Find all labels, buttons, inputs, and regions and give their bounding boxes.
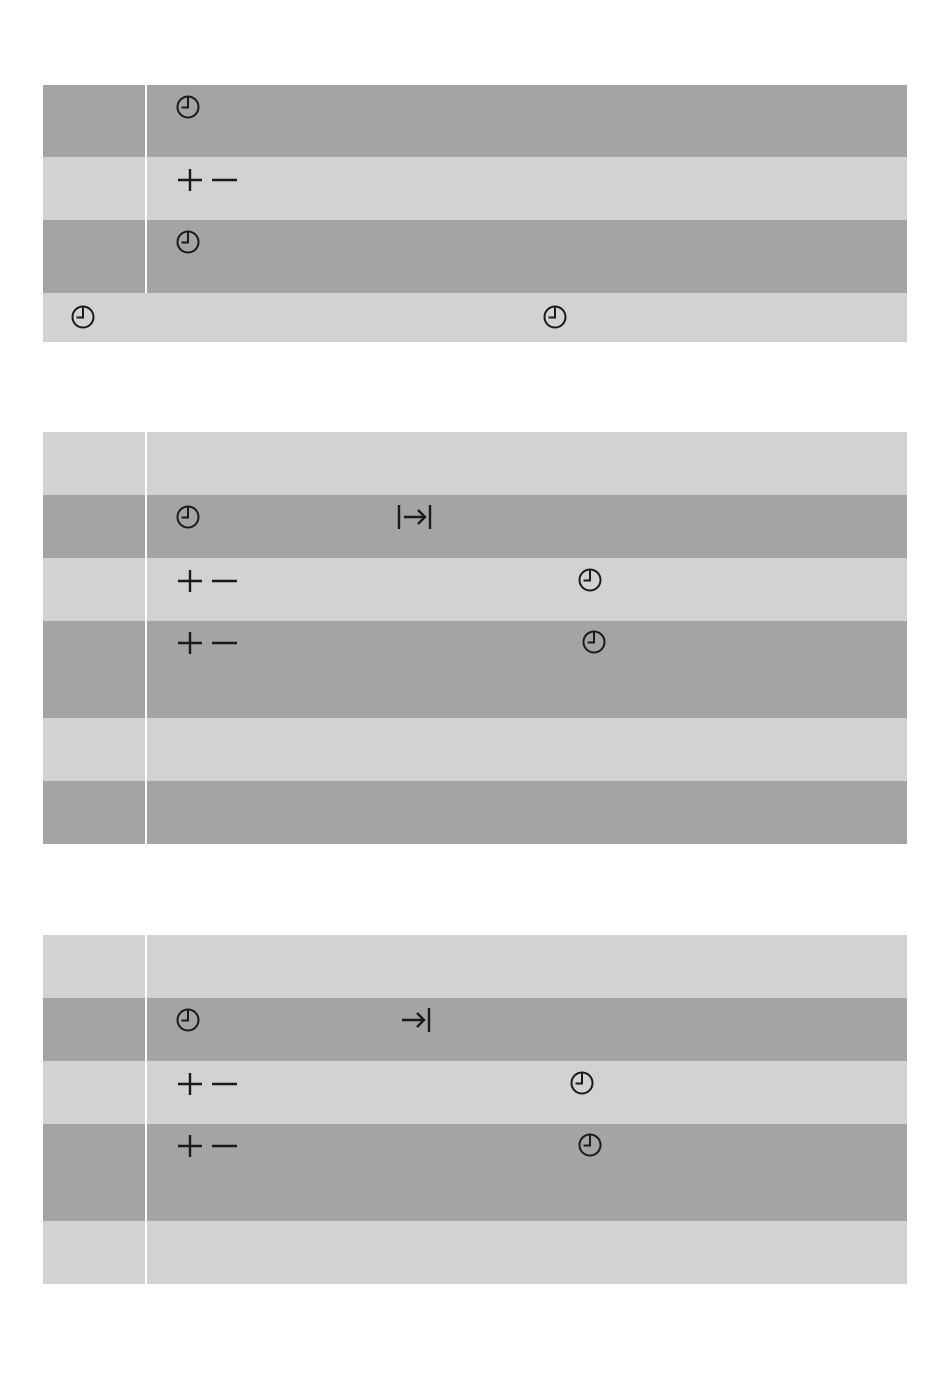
plus-minus-icon (176, 1071, 238, 1097)
step-description-cell (147, 1124, 907, 1221)
step-description-cell (147, 718, 907, 781)
table-row (43, 157, 907, 220)
step-description-cell (147, 1221, 907, 1284)
table-row (43, 935, 907, 998)
table-row (43, 1124, 907, 1221)
table-row (43, 85, 907, 157)
step-number-cell (43, 998, 147, 1061)
plus-minus-icon (176, 167, 238, 193)
step-number-cell (43, 220, 147, 293)
timer-icon (577, 567, 603, 593)
timer-icon (175, 229, 201, 255)
step-description-cell (147, 495, 907, 558)
start-end-arrow-icon (397, 504, 433, 530)
table-row (43, 495, 907, 558)
step-description-cell (147, 432, 907, 495)
step-number-cell (43, 718, 147, 781)
step-description-cell (147, 1061, 907, 1124)
timer-icon (577, 1132, 603, 1158)
note-cell (43, 293, 907, 342)
step-description-cell (147, 85, 907, 157)
step-description-cell (147, 935, 907, 998)
table-2 (43, 432, 907, 844)
plus-minus-icon (176, 630, 238, 656)
table-row (43, 1221, 907, 1284)
step-number-cell (43, 432, 147, 495)
step-number-cell (43, 621, 147, 718)
table-row (43, 558, 907, 621)
timer-icon (581, 629, 607, 655)
plus-minus-icon (176, 568, 238, 594)
table-row (43, 1061, 907, 1124)
table-row (43, 998, 907, 1061)
timer-icon (70, 304, 96, 330)
table-3 (43, 935, 907, 1284)
step-description-cell (147, 220, 907, 293)
step-description-cell (147, 621, 907, 718)
table-row (43, 220, 907, 293)
table-row (43, 781, 907, 844)
timer-icon (569, 1070, 595, 1096)
step-number-cell (43, 495, 147, 558)
table-row (43, 432, 907, 495)
step-description-cell (147, 558, 907, 621)
timer-icon (175, 94, 201, 120)
step-number-cell (43, 1221, 147, 1284)
step-description-cell (147, 781, 907, 844)
step-number-cell (43, 781, 147, 844)
step-description-cell (147, 998, 907, 1061)
step-number-cell (43, 1124, 147, 1221)
timer-icon (542, 304, 568, 330)
plus-minus-icon (176, 1133, 238, 1159)
timer-icon (175, 1007, 201, 1033)
table-row (43, 621, 907, 718)
step-description-cell (147, 157, 907, 220)
step-number-cell (43, 558, 147, 621)
step-number-cell (43, 157, 147, 220)
table-row (43, 718, 907, 781)
timer-icon (175, 504, 201, 530)
arrow-to-end-icon (400, 1007, 432, 1033)
note-row (43, 293, 907, 342)
table-1 (43, 85, 907, 342)
step-number-cell (43, 1061, 147, 1124)
step-number-cell (43, 935, 147, 998)
step-number-cell (43, 85, 147, 157)
